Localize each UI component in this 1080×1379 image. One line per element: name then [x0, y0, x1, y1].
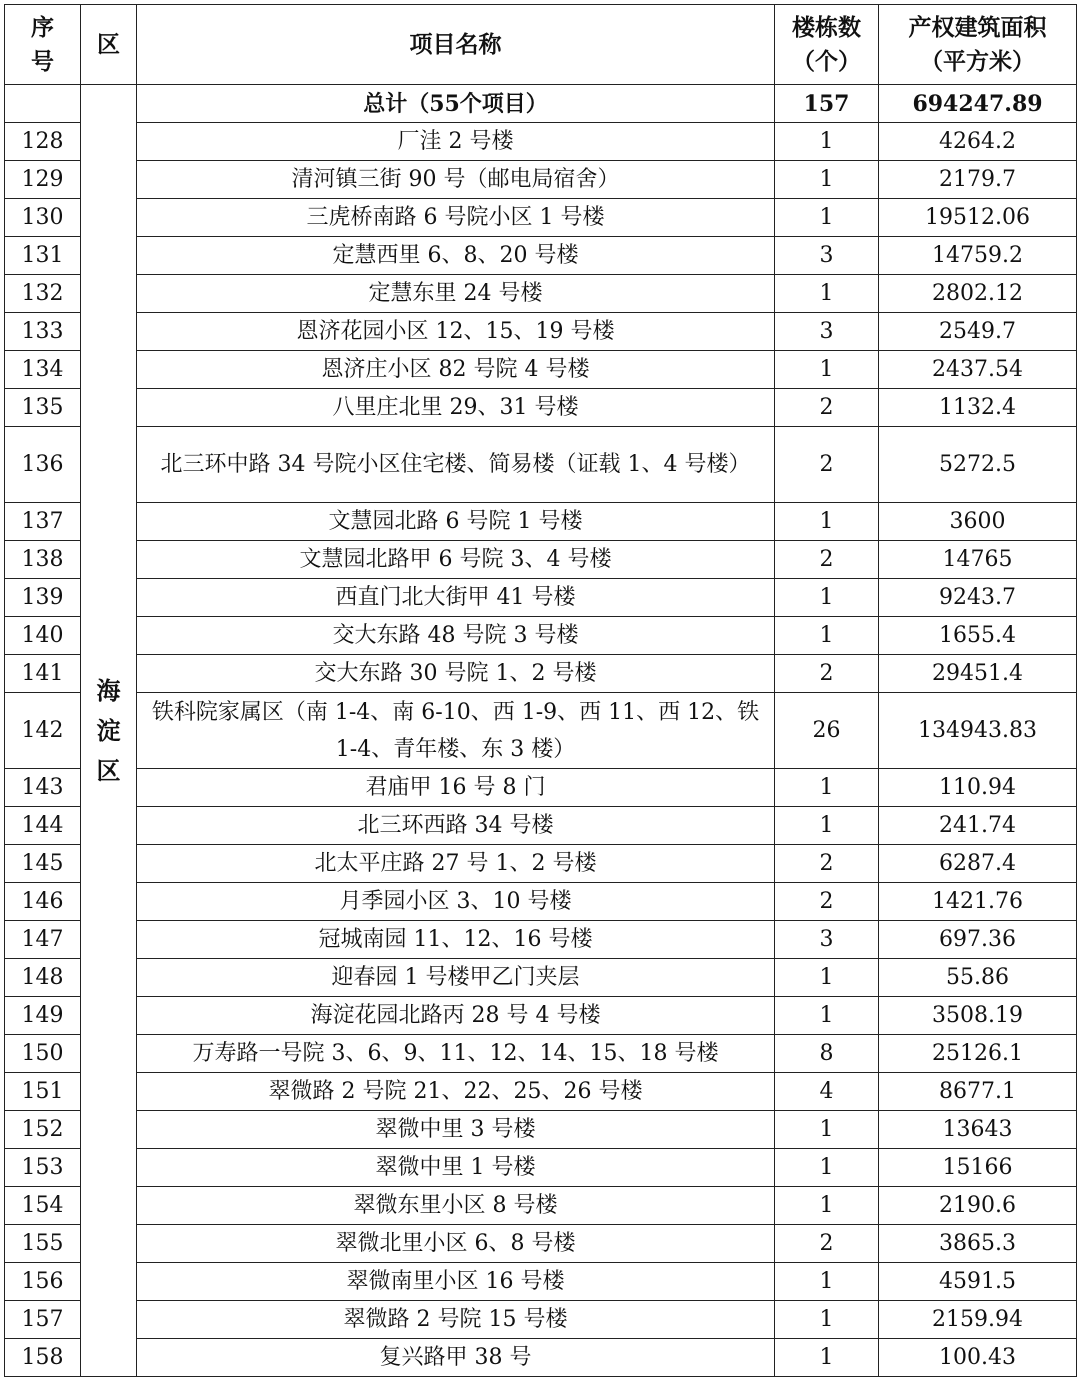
row-project-name: 厂洼 2 号楼 [137, 123, 775, 161]
table-header-row [5, 5, 1077, 85]
row-seq: 139 [5, 579, 81, 617]
row-area: 1132.4 [879, 389, 1077, 427]
row-seq: 132 [5, 275, 81, 313]
row-buildings: 2 [775, 541, 879, 579]
table-row [5, 655, 1077, 693]
row-area: 2549.7 [879, 313, 1077, 351]
row-buildings: 8 [775, 1035, 879, 1073]
row-project-name: 万寿路一号院 3、6、9、11、12、14、15、18 号楼 [137, 1035, 775, 1073]
row-project-name: 定慧西里 6、8、20 号楼 [137, 237, 775, 275]
row-area: 697.36 [879, 921, 1077, 959]
row-area: 5272.5 [879, 427, 1077, 503]
row-buildings: 1 [775, 1187, 879, 1225]
row-project-name: 迎春园 1 号楼甲乙门夹层 [137, 959, 775, 997]
row-seq: 137 [5, 503, 81, 541]
table-row [5, 427, 1077, 503]
row-project-name: 恩济花园小区 12、15、19 号楼 [137, 313, 775, 351]
header-seq: 序号 [5, 5, 81, 85]
row-seq: 158 [5, 1339, 81, 1377]
row-project-name: 翠微路 2 号院 21、22、25、26 号楼 [137, 1073, 775, 1111]
header-project-name: 项目名称 [137, 5, 775, 85]
table-row [5, 237, 1077, 275]
row-project-name: 文慧园北路 6 号院 1 号楼 [137, 503, 775, 541]
row-seq: 130 [5, 199, 81, 237]
total-buildings: 157 [775, 85, 879, 123]
row-seq: 136 [5, 427, 81, 503]
row-area: 1655.4 [879, 617, 1077, 655]
row-buildings: 1 [775, 1111, 879, 1149]
table-row [5, 275, 1077, 313]
row-buildings: 2 [775, 883, 879, 921]
row-project-name: 翠微中里 3 号楼 [137, 1111, 775, 1149]
row-project-name: 海淀花园北路丙 28 号 4 号楼 [137, 997, 775, 1035]
row-project-name: 三虎桥南路 6 号院小区 1 号楼 [137, 199, 775, 237]
row-seq: 131 [5, 237, 81, 275]
row-buildings: 3 [775, 921, 879, 959]
row-seq: 157 [5, 1301, 81, 1339]
row-project-name: 复兴路甲 38 号 [137, 1339, 775, 1377]
row-area: 3600 [879, 503, 1077, 541]
row-seq: 148 [5, 959, 81, 997]
row-area: 3865.3 [879, 1225, 1077, 1263]
total-row [5, 85, 1077, 123]
row-buildings: 1 [775, 769, 879, 807]
table-row [5, 1263, 1077, 1301]
row-buildings: 1 [775, 199, 879, 237]
table-row [5, 921, 1077, 959]
row-area: 3508.19 [879, 997, 1077, 1035]
row-seq: 150 [5, 1035, 81, 1073]
row-buildings: 26 [775, 693, 879, 769]
row-area: 2190.6 [879, 1187, 1077, 1225]
row-area: 100.43 [879, 1339, 1077, 1377]
row-buildings: 1 [775, 1149, 879, 1187]
table-row [5, 1301, 1077, 1339]
row-project-name: 北三环西路 34 号楼 [137, 807, 775, 845]
row-area: 134943.83 [879, 693, 1077, 769]
total-label: 总计（55个项目） [137, 85, 775, 123]
row-area: 9243.7 [879, 579, 1077, 617]
row-project-name: 恩济庄小区 82 号院 4 号楼 [137, 351, 775, 389]
row-area: 6287.4 [879, 845, 1077, 883]
row-seq: 140 [5, 617, 81, 655]
table-row [5, 313, 1077, 351]
row-area: 25126.1 [879, 1035, 1077, 1073]
row-seq: 149 [5, 997, 81, 1035]
row-buildings: 1 [775, 275, 879, 313]
row-project-name: 冠城南园 11、12、16 号楼 [137, 921, 775, 959]
row-buildings: 1 [775, 997, 879, 1035]
row-buildings: 2 [775, 389, 879, 427]
row-area: 19512.06 [879, 199, 1077, 237]
row-buildings: 4 [775, 1073, 879, 1111]
row-buildings: 1 [775, 161, 879, 199]
row-area: 13643 [879, 1111, 1077, 1149]
row-buildings: 1 [775, 959, 879, 997]
row-project-name: 翠微中里 1 号楼 [137, 1149, 775, 1187]
table-row [5, 617, 1077, 655]
row-area: 2437.54 [879, 351, 1077, 389]
row-project-name: 铁科院家属区（南 1-4、南 6-10、西 1-9、西 11、西 12、铁 1-4、青年楼、东 3 楼） [137, 693, 775, 769]
row-project-name: 翠微南里小区 16 号楼 [137, 1263, 775, 1301]
table-row [5, 579, 1077, 617]
row-area: 110.94 [879, 769, 1077, 807]
row-project-name: 交大东路 48 号院 3 号楼 [137, 617, 775, 655]
row-area: 14759.2 [879, 237, 1077, 275]
row-seq: 135 [5, 389, 81, 427]
row-area: 55.86 [879, 959, 1077, 997]
row-area: 4264.2 [879, 123, 1077, 161]
row-seq: 138 [5, 541, 81, 579]
row-seq: 152 [5, 1111, 81, 1149]
header-buildings: 楼栋数（个） [775, 5, 879, 85]
row-project-name: 交大东路 30 号院 1、2 号楼 [137, 655, 775, 693]
row-project-name: 西直门北大街甲 41 号楼 [137, 579, 775, 617]
row-seq: 143 [5, 769, 81, 807]
row-buildings: 1 [775, 503, 879, 541]
table-row [5, 997, 1077, 1035]
row-seq: 133 [5, 313, 81, 351]
row-seq: 155 [5, 1225, 81, 1263]
table-row [5, 883, 1077, 921]
table-row [5, 1073, 1077, 1111]
row-buildings: 1 [775, 617, 879, 655]
row-buildings: 2 [775, 427, 879, 503]
total-area: 694247.89 [879, 85, 1077, 123]
table-row [5, 1339, 1077, 1377]
table-row [5, 1111, 1077, 1149]
row-seq: 142 [5, 693, 81, 769]
row-seq: 156 [5, 1263, 81, 1301]
row-seq: 141 [5, 655, 81, 693]
row-seq: 129 [5, 161, 81, 199]
row-seq: 154 [5, 1187, 81, 1225]
total-seq-cell [5, 85, 81, 123]
row-buildings: 3 [775, 237, 879, 275]
table-row [5, 769, 1077, 807]
row-seq: 147 [5, 921, 81, 959]
row-area: 8677.1 [879, 1073, 1077, 1111]
table-row [5, 1225, 1077, 1263]
row-buildings: 1 [775, 351, 879, 389]
table-row [5, 351, 1077, 389]
row-buildings: 2 [775, 1225, 879, 1263]
row-area: 1421.76 [879, 883, 1077, 921]
row-seq: 144 [5, 807, 81, 845]
table-row [5, 693, 1077, 769]
row-area: 29451.4 [879, 655, 1077, 693]
row-buildings: 1 [775, 1301, 879, 1339]
table-row [5, 1187, 1077, 1225]
row-project-name: 文慧园北路甲 6 号院 3、4 号楼 [137, 541, 775, 579]
table-row [5, 807, 1077, 845]
row-buildings: 1 [775, 1263, 879, 1301]
row-buildings: 2 [775, 845, 879, 883]
table-row [5, 389, 1077, 427]
table-row [5, 161, 1077, 199]
row-project-name: 定慧东里 24 号楼 [137, 275, 775, 313]
housing-project-table [4, 4, 1077, 1377]
row-buildings: 1 [775, 123, 879, 161]
row-seq: 134 [5, 351, 81, 389]
row-area: 2159.94 [879, 1301, 1077, 1339]
row-buildings: 3 [775, 313, 879, 351]
row-area: 241.74 [879, 807, 1077, 845]
row-project-name: 北太平庄路 27 号 1、2 号楼 [137, 845, 775, 883]
row-project-name: 翠微东里小区 8 号楼 [137, 1187, 775, 1225]
row-buildings: 1 [775, 807, 879, 845]
row-buildings: 2 [775, 655, 879, 693]
table-row [5, 1149, 1077, 1187]
row-buildings: 1 [775, 579, 879, 617]
row-project-name: 八里庄北里 29、31 号楼 [137, 389, 775, 427]
row-seq: 153 [5, 1149, 81, 1187]
table-row [5, 541, 1077, 579]
header-area: 产权建筑面积（平方米） [879, 5, 1077, 85]
row-project-name: 北三环中路 34 号院小区住宅楼、简易楼（证载 1、4 号楼） [137, 427, 775, 503]
table-row [5, 1035, 1077, 1073]
row-area: 14765 [879, 541, 1077, 579]
row-project-name: 翠微路 2 号院 15 号楼 [137, 1301, 775, 1339]
header-district: 区 [81, 5, 137, 85]
row-area: 4591.5 [879, 1263, 1077, 1301]
row-seq: 151 [5, 1073, 81, 1111]
row-project-name: 月季园小区 3、10 号楼 [137, 883, 775, 921]
row-area: 2179.7 [879, 161, 1077, 199]
table-row [5, 845, 1077, 883]
row-project-name: 君庙甲 16 号 8 门 [137, 769, 775, 807]
row-project-name: 清河镇三街 90 号（邮电局宿舍） [137, 161, 775, 199]
table-row [5, 503, 1077, 541]
row-area: 15166 [879, 1149, 1077, 1187]
table-row [5, 959, 1077, 997]
row-project-name: 翠微北里小区 6、8 号楼 [137, 1225, 775, 1263]
table-row [5, 123, 1077, 161]
district-cell: 海淀区 [81, 85, 137, 1377]
row-seq: 146 [5, 883, 81, 921]
row-seq: 128 [5, 123, 81, 161]
table-row [5, 199, 1077, 237]
row-area: 2802.12 [879, 275, 1077, 313]
row-buildings: 1 [775, 1339, 879, 1377]
row-seq: 145 [5, 845, 81, 883]
